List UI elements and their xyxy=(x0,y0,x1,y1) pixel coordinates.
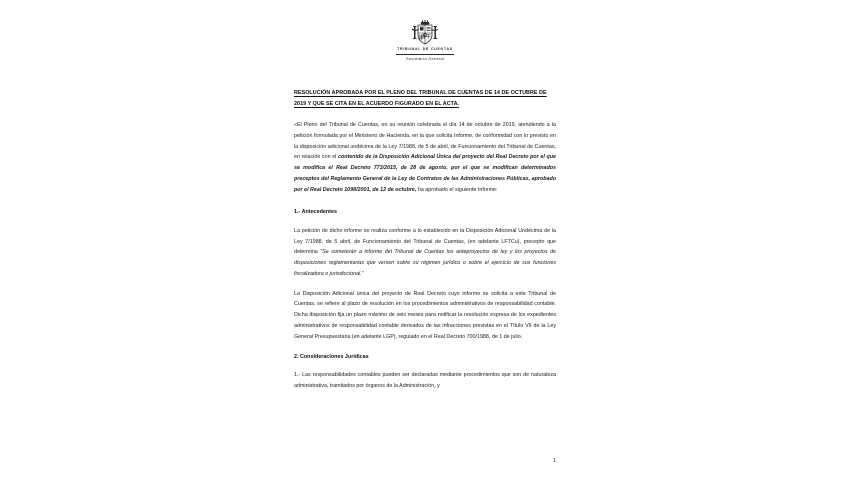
page-number: 1 xyxy=(553,458,556,464)
section-heading-antecedentes: 1.- Antecedentes xyxy=(294,208,337,215)
document-title: RESOLUCIÓN APROBADA POR EL PLENO DEL TRIBUNAL DE CUENTAS DE 14 DE OCTUBRE DE 2019 Y QUE SE CITA EN EL ACUERDO FIGURADO EN EL ACTA. xyxy=(294,90,547,107)
document-body xyxy=(294,88,556,391)
intro-emphasis: contenido de la Disposición Adicional Única del proyecto del Real Decreto por el que se modifica el Real Decreto 773/2015, de 28 de agosto, por el que se modifican determinados preceptos del Reglamento General de la Ley de Contratos de las Administraciones Públicas, aprobado por el Real Decreto 1098/2001, de 12 de octubre, xyxy=(294,154,556,193)
letterhead-divider xyxy=(396,54,454,55)
spacer xyxy=(294,217,556,226)
intro-paragraph xyxy=(294,120,556,195)
antecedentes-paragraph-1 xyxy=(294,226,556,280)
section-heading-consideraciones: 2. Consideraciones Jurídicas xyxy=(294,353,369,360)
intro-text-part1: «El Pleno del Tribunal de Cuentas, en su reunión celebrada el día 14 de octubre de 2019, atendiendo a la petición formulada por el Ministerio de Hacienda, en la que solicita Informe, de conformidad con lo previsto en la disposición adicional undécima de la Ley 7/1988, de 5 de abril, de Funcionamiento del Tribunal de Cuentas, en relación con el xyxy=(294,122,556,161)
organization-name: TRIBUNAL DE CUENTAS xyxy=(397,47,453,51)
spacer xyxy=(294,343,556,352)
spacer xyxy=(294,280,556,289)
spacer xyxy=(294,362,556,370)
spacer xyxy=(294,109,556,120)
antecedentes-paragraph-2: La Disposición Adicional única del proyecto de Real Decreto cuyo informe se solicita a este Tribunal de Cuentas, se refiere al plazo de resolución en los procedimientos administrativos de responsabilidad contable. Dicha disposición fija un plazo máximo de seis meses para notificar la resolución expresa de los expedientes administrativos de responsabilidad contable derivados de las infracciones previstas en el Título VII de la Ley General Presupuestaria (en adelante LGP), regulado en el Real Decreto 700/1988, de 1 de julio. xyxy=(294,290,556,340)
letterhead xyxy=(294,20,556,61)
intro-text-part2: ha aprobado el siguiente Informe: xyxy=(416,186,498,193)
consideraciones-paragraph-1: 1.- Las responsabilidades contables pueden ser declaradas mediante procedimientos que son de naturaleza administrativa, tramitados por órganos de la Administración, y xyxy=(294,371,556,389)
antecedentes-quote: "Se someterán a informe del Tribunal de Cuentas los anteproyectos de ley y los proyectos de disposiciones reglamentarias que versen sobre su régimen jurídico o sobre el ejercicio de sus funciones fiscalizadora o jurisdiccional." xyxy=(294,249,557,277)
spacer xyxy=(294,196,556,207)
antecedentes-text: La petición de dicho informe se realiza conforme a lo establecido en la Disposición Adicional Undécima de la Ley 7/1988, de 5 abril, de Funcionamiento del Tribunal de Cuentas, (en adelante LFTCu), precepto que determina xyxy=(294,227,556,256)
spain-coat-of-arms-icon xyxy=(410,20,440,46)
department-name: Secretaría General xyxy=(405,56,445,62)
